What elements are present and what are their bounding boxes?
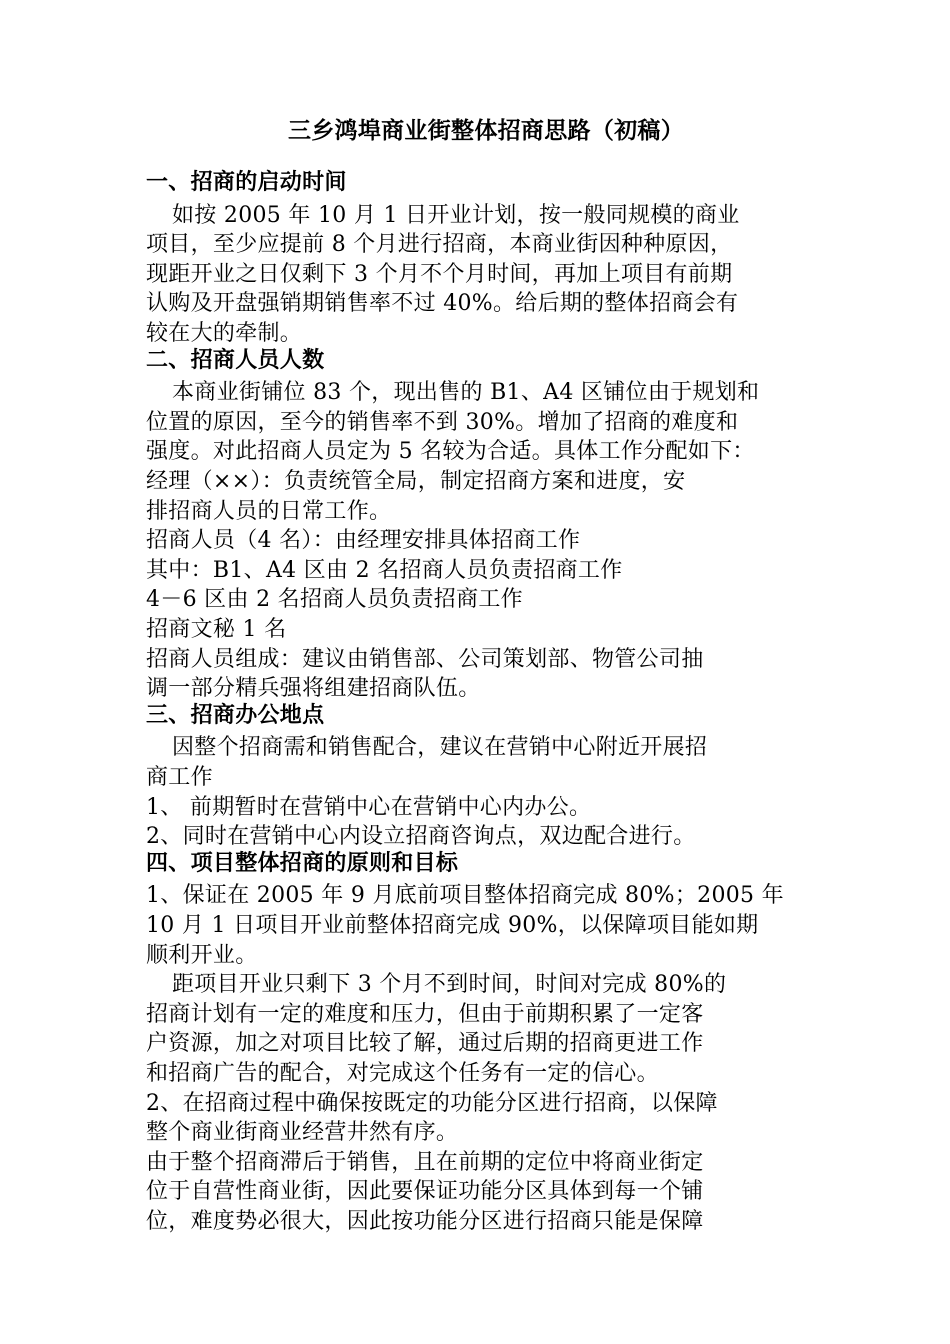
paragraph-line: 调一部分精兵强将组建招商队伍。: [146, 676, 481, 701]
paragraph-line: 位置的原因，至今的销售率不到 30%。增加了招商的难度和: [146, 410, 739, 435]
paragraph-line: 2、同时在营销中心内设立招商咨询点，双边配合进行。: [146, 824, 696, 849]
paragraph-line: 其中：B1、A4 区由 2 名招商人员负责招商工作: [146, 558, 623, 583]
paragraph-line: 顺利开业。: [146, 943, 258, 968]
paragraph-line: 4－6 区由 2 名招商人员负责招商工作: [146, 587, 523, 612]
paragraph-line: 商工作: [146, 765, 213, 790]
paragraph-line: 现距开业之日仅剩下 3 个月不个月时间，再加上项目有前期: [146, 262, 733, 287]
paragraph-line: 由于整个招商滞后于销售，且在前期的定位中将商业街定: [146, 1150, 704, 1175]
paragraph-line: 位，难度势必很大，因此按功能分区进行招商只能是保障: [146, 1209, 704, 1234]
paragraph-line: 排招商人员的日常工作。: [146, 499, 392, 524]
section-heading: 二、招商人员人数: [146, 348, 325, 373]
paragraph-line: 招商人员组成：建议由销售部、公司策划部、物管公司抽: [146, 647, 704, 672]
paragraph-line: 户资源，加之对项目比较了解，通过后期的招商更进工作: [146, 1031, 704, 1056]
paragraph-line: 距项目开业只剩下 3 个月不到时间，时间对完成 80%的: [172, 972, 727, 997]
paragraph-line: 因整个招商需和销售配合，建议在营销中心附近开展招: [172, 735, 708, 760]
paragraph-line: 10 月 1 日项目开业前整体招商完成 90%，以保障项目能如期: [146, 913, 759, 938]
section-heading: 一、招商的启动时间: [146, 170, 347, 195]
paragraph-line: 项目，至少应提前 8 个月进行招商，本商业街因种种原因，: [146, 232, 733, 257]
paragraph-line: 认购及开盘强销期销售率不过 40%。给后期的整体招商会有: [146, 291, 739, 316]
paragraph-line: 1、保证在 2005 年 9 月底前项目整体招商完成 80%；2005 年: [146, 883, 784, 908]
paragraph-line: 招商人员（4 名）：由经理安排具体招商工作: [146, 528, 581, 553]
paragraph-line: 1、 前期暂时在营销中心在营销中心内办公。: [146, 795, 592, 820]
paragraph-line: 如按 2005 年 10 月 1 日开业计划，按一般同规模的商业: [172, 203, 740, 228]
paragraph-line: 经理（××）：负责统管全局，制定招商方案和进度，安: [146, 469, 686, 494]
section-heading: 三、招商办公地点: [146, 703, 325, 728]
paragraph-line: 和招商广告的配合，对完成这个任务有一定的信心。: [146, 1061, 659, 1086]
section-heading: 四、项目整体招商的原则和目标: [146, 851, 459, 876]
paragraph-line: 强度。对此招商人员定为 5 名较为合适。具体工作分配如下：: [146, 439, 755, 464]
paragraph-line: 招商计划有一定的难度和压力，但由于前期积累了一定客: [146, 1002, 704, 1027]
paragraph-line: 本商业街铺位 83 个，现出售的 B1、A4 区铺位由于规划和: [172, 380, 760, 405]
paragraph-line: 2、在招商过程中确保按既定的功能分区进行招商，以保障: [146, 1091, 718, 1116]
paragraph-line: 位于自营性商业街，因此要保证功能分区具体到每一个铺: [146, 1179, 704, 1204]
paragraph-line: 较在大的牵制。: [146, 321, 303, 346]
document-title: 三乡鸿埠商业街整体招商思路（初稿）: [287, 117, 685, 144]
paragraph-line: 整个商业街商业经营井然有序。: [146, 1120, 459, 1145]
paragraph-line: 招商文秘 1 名: [146, 617, 287, 642]
